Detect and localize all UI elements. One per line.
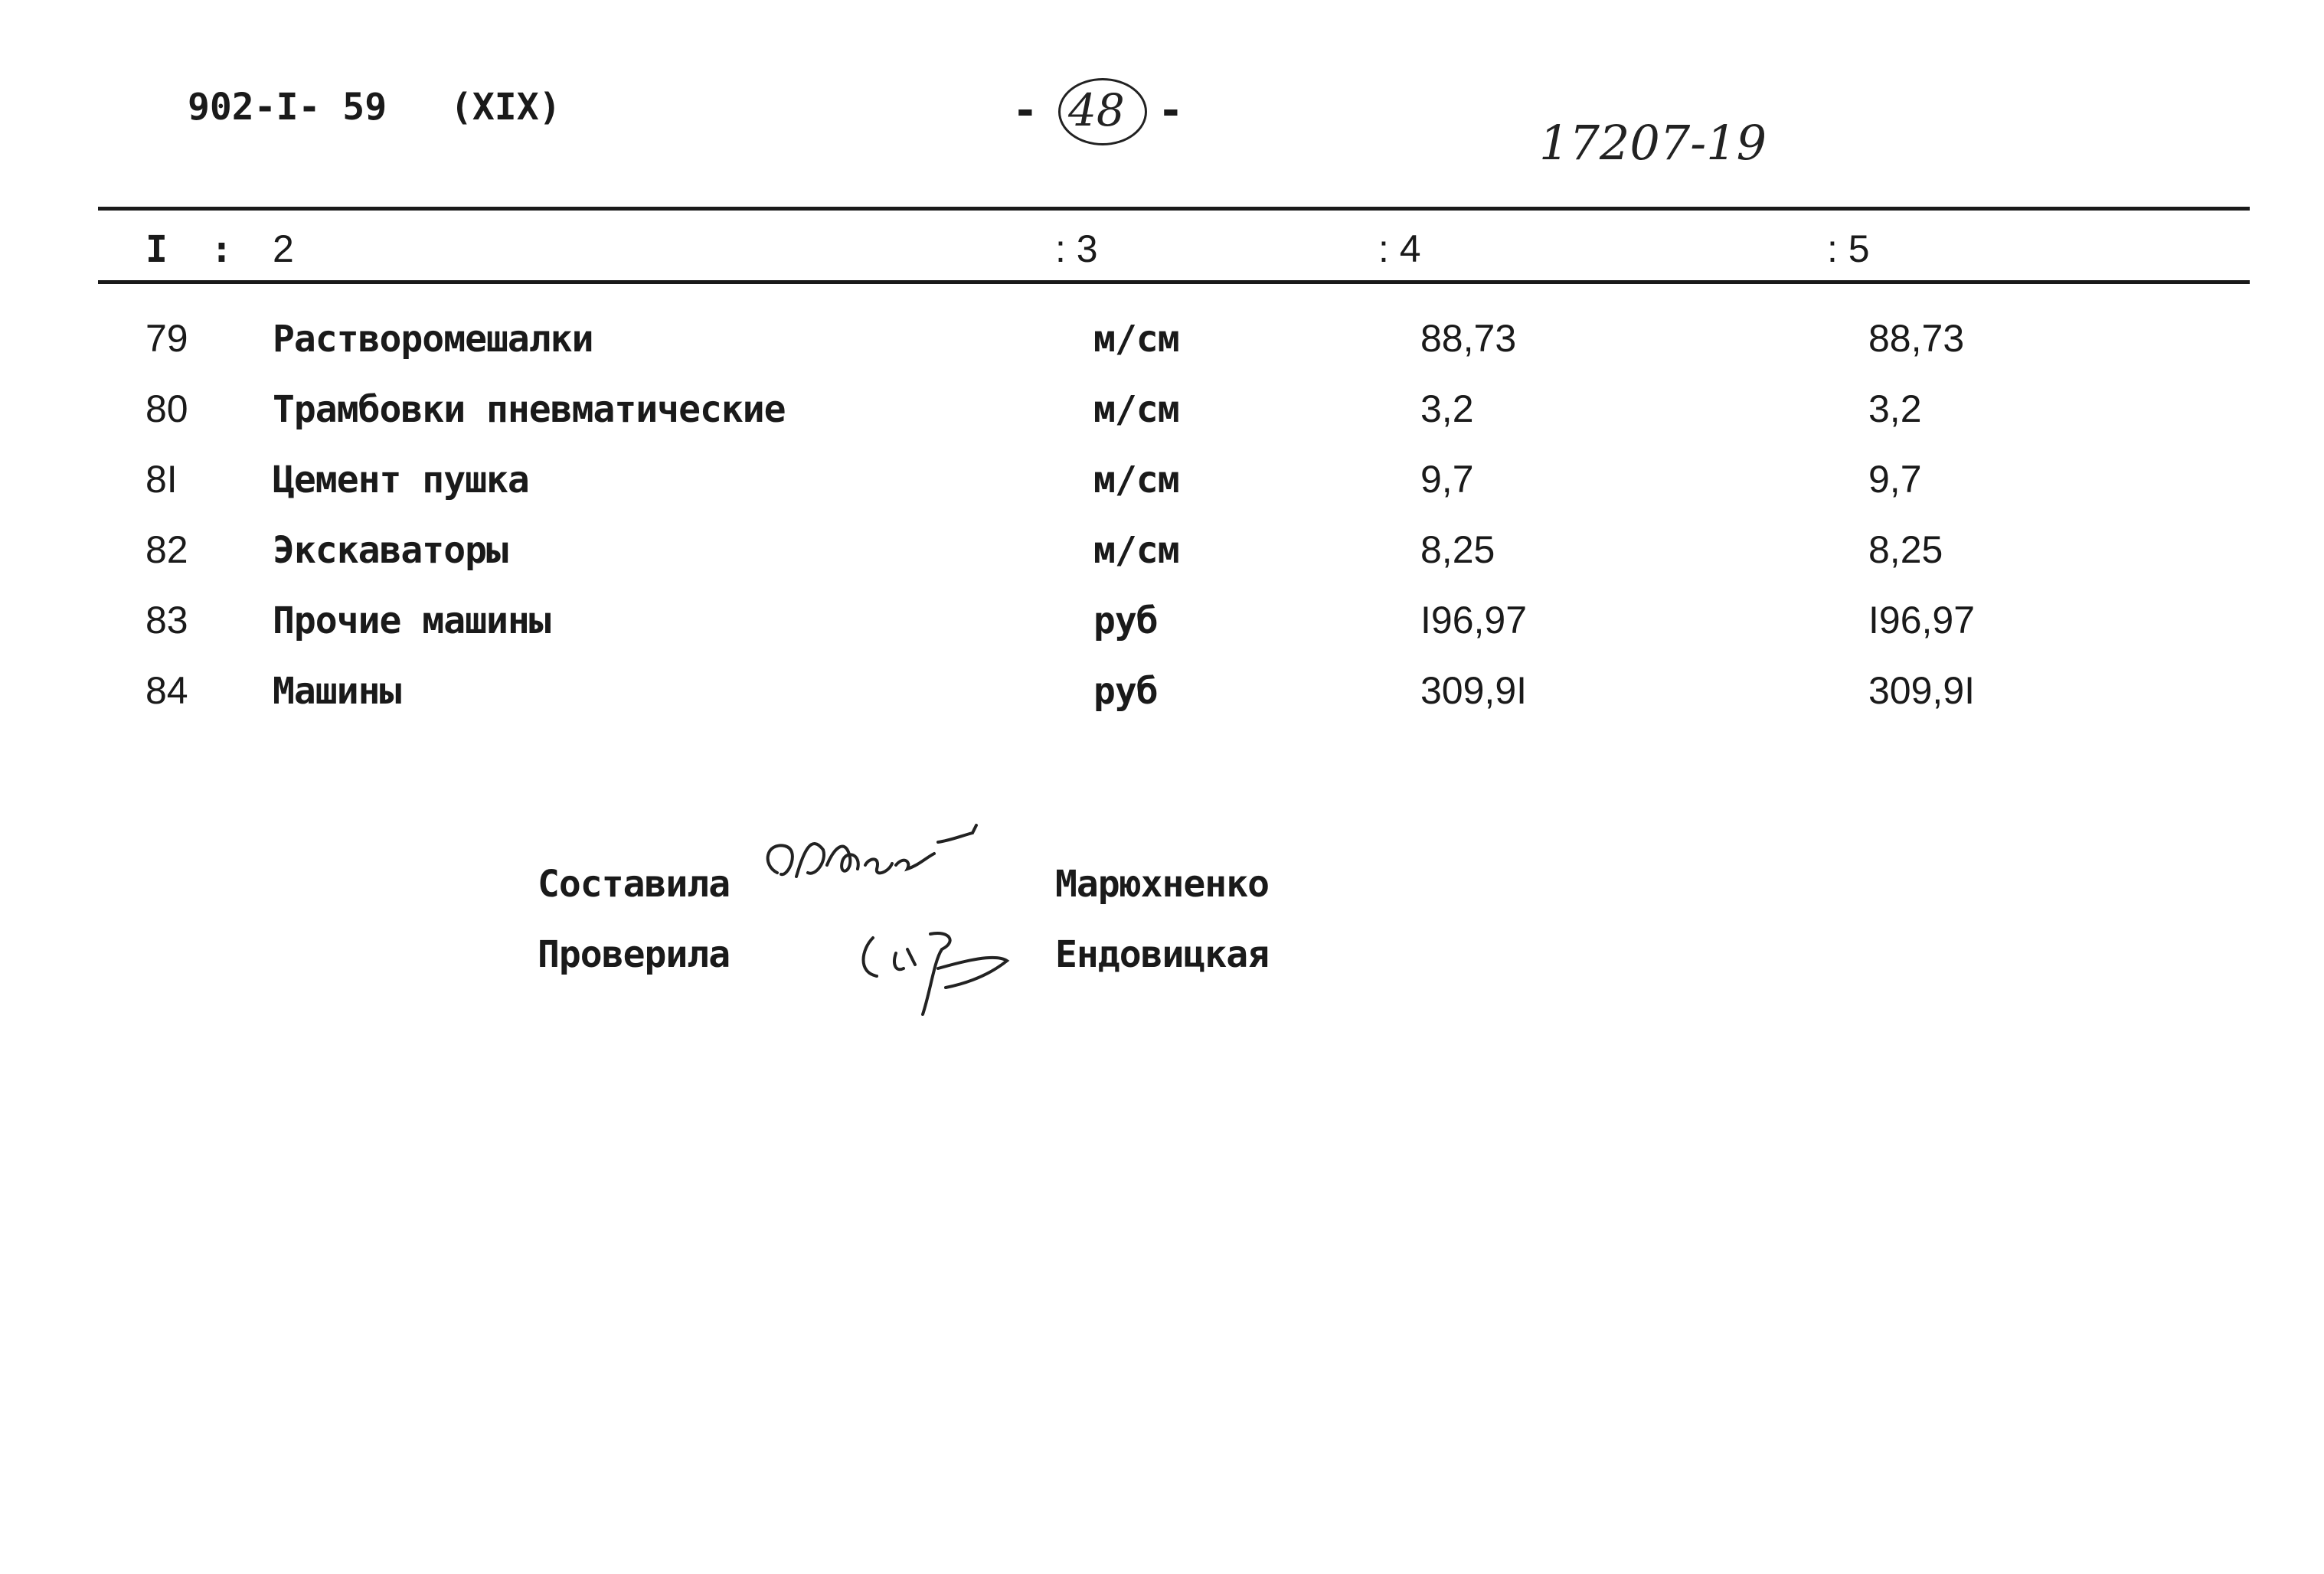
compiled-by-name: Марюхненко <box>1055 863 1269 906</box>
row-unit: м/см <box>1093 459 1179 501</box>
row-number: 84 <box>145 669 188 712</box>
row-name: Прочие машины <box>273 599 551 642</box>
table-header-rule <box>98 280 2250 284</box>
row-name: Машины <box>273 670 401 713</box>
row-unit: м/см <box>1093 529 1179 572</box>
row-value-col4: 88,73 <box>1420 317 1517 360</box>
checked-by-signature <box>842 907 1041 1030</box>
row-value-col4: I96,97 <box>1420 599 1528 642</box>
row-number: 82 <box>145 528 188 571</box>
column-header-5: : 5 <box>1827 227 1870 270</box>
row-value-col5: 88,73 <box>1868 317 1965 360</box>
row-value-col5: 309,9I <box>1868 669 1976 712</box>
table-top-rule <box>98 207 2250 211</box>
column-header-1: I <box>145 228 167 271</box>
row-value-col5: 8,25 <box>1868 528 1943 571</box>
row-value-col5: 3,2 <box>1868 387 1922 430</box>
column-separator: : <box>211 228 232 271</box>
row-name: Экскаваторы <box>273 529 508 572</box>
compiled-by-signature <box>754 819 984 903</box>
row-value-col4: 3,2 <box>1420 387 1474 430</box>
row-value-col4: 9,7 <box>1420 458 1474 501</box>
row-number: 79 <box>145 317 188 360</box>
page-number: 48 <box>1068 84 1125 136</box>
row-name: Трамбовки пневматические <box>273 388 786 431</box>
checked-by-name: Ендовицкая <box>1055 933 1269 976</box>
row-value-col4: 309,9I <box>1420 669 1528 712</box>
page-dash-right: - <box>1158 86 1184 136</box>
document-code: 902-I- 59 <box>188 86 387 129</box>
column-header-3: : 3 <box>1055 227 1098 270</box>
row-number: 80 <box>145 387 188 430</box>
row-value-col5: 9,7 <box>1868 458 1922 501</box>
row-value-col5: I96,97 <box>1868 599 1976 642</box>
row-number: 8I <box>145 458 178 501</box>
section-number: (XIX) <box>450 86 561 129</box>
row-unit: руб <box>1093 670 1158 713</box>
column-header-2: 2 <box>273 227 294 270</box>
column-header-4: : 4 <box>1378 227 1421 270</box>
page-dash-left: - <box>1012 86 1038 136</box>
row-number: 83 <box>145 599 188 642</box>
row-name: Цемент пушка <box>273 459 529 501</box>
row-name: Растворомешалки <box>273 318 593 361</box>
handwritten-reference: 17207-19 <box>1539 115 1767 171</box>
compiled-by-label: Составила <box>538 863 731 906</box>
row-unit: м/см <box>1093 388 1179 431</box>
checked-by-label: Проверила <box>538 933 731 976</box>
row-unit: руб <box>1093 599 1158 642</box>
row-value-col4: 8,25 <box>1420 528 1495 571</box>
row-unit: м/см <box>1093 318 1179 361</box>
